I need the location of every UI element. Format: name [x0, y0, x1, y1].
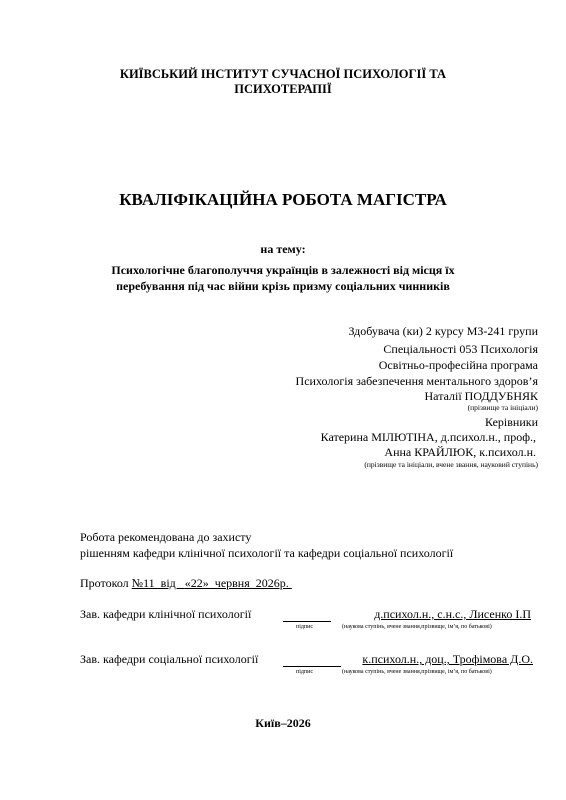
supervisors-caption: (прізвище та ініціали, вчене звання, науковий ступінь)	[364, 460, 538, 469]
institute-line-1: КИЇВСЬКИЙ ІНСТИТУТ СУЧАСНОЇ ПСИХОЛОГІЇ ТА	[119, 67, 447, 81]
institute-line-2: ПСИХОТЕРАПІЇ	[234, 82, 332, 96]
head-social-signature-line	[283, 666, 341, 667]
head-clinical-value: д.психол.н., с.н.с., Лисенко І.П	[374, 607, 531, 621]
protocol-label: Протокол	[80, 576, 132, 590]
protocol-number: №11	[131, 576, 158, 590]
recommendation-line-2: рішенням кафедри клінічної психології та кафедри соціальної психології	[80, 546, 454, 560]
head-clinical-value-caption: (наукова ступінь, вчене звання,прізвище, ім’я, по батькові)	[342, 624, 492, 630]
topic-title	[0, 262, 566, 294]
topic-line-2: перебування під час війни крізь призму соціальних чинників	[116, 279, 450, 293]
supervisors-heading: Керівники	[485, 415, 538, 429]
topic-line-1: Психологічне благополуччя українців в залежності від місця їх	[111, 263, 455, 277]
protocol-from: від	[157, 576, 185, 590]
recommendation-line-1: Робота рекомендована до захисту	[80, 530, 252, 544]
student-specialty: Спеціальності 053 Психологія	[383, 342, 538, 356]
student-program-name: Психологія забезпечення ментального здоров’я	[295, 374, 538, 388]
institute-name	[0, 67, 566, 97]
supervisor-2: Анна КРАЙЛЮК, к.психол.н.	[384, 445, 536, 459]
student-course: Здобувача (ки) 2 курсу МЗ-241 групи	[348, 324, 538, 338]
document-title: КВАЛІФІКАЦІЙНА РОБОТА МАГІСТРА	[119, 190, 447, 209]
head-clinical-signature-line	[283, 621, 331, 622]
supervisor-1: Катерина МІЛЮТІНА, д.психол.н., проф.,	[320, 430, 536, 444]
head-clinical-label: Зав. кафедри клінічної психології	[80, 607, 252, 621]
student-name: Наталії ПОДДУБНЯК	[424, 389, 538, 403]
protocol-date: «22» червня 2026р.	[184, 576, 292, 590]
student-name-caption: (прізвище та ініціали)	[467, 403, 538, 412]
protocol-line	[80, 576, 292, 591]
head-social-value: к.психол.н., доц., Трофімова Д.О.	[362, 652, 533, 666]
city-year: Київ–2026	[255, 716, 311, 730]
head-clinical-sign-caption: підпис	[296, 624, 314, 630]
topic-prefix: на тему:	[260, 242, 306, 256]
head-social-sign-caption: підпис	[296, 669, 314, 675]
head-social-value-caption: (наукова ступінь, вчене звання,прізвище, ім’я, по батькові)	[342, 669, 492, 675]
head-social-label: Зав. кафедри соціальної психології	[80, 652, 259, 666]
student-program-type: Освітньо-професійна програма	[378, 358, 538, 372]
